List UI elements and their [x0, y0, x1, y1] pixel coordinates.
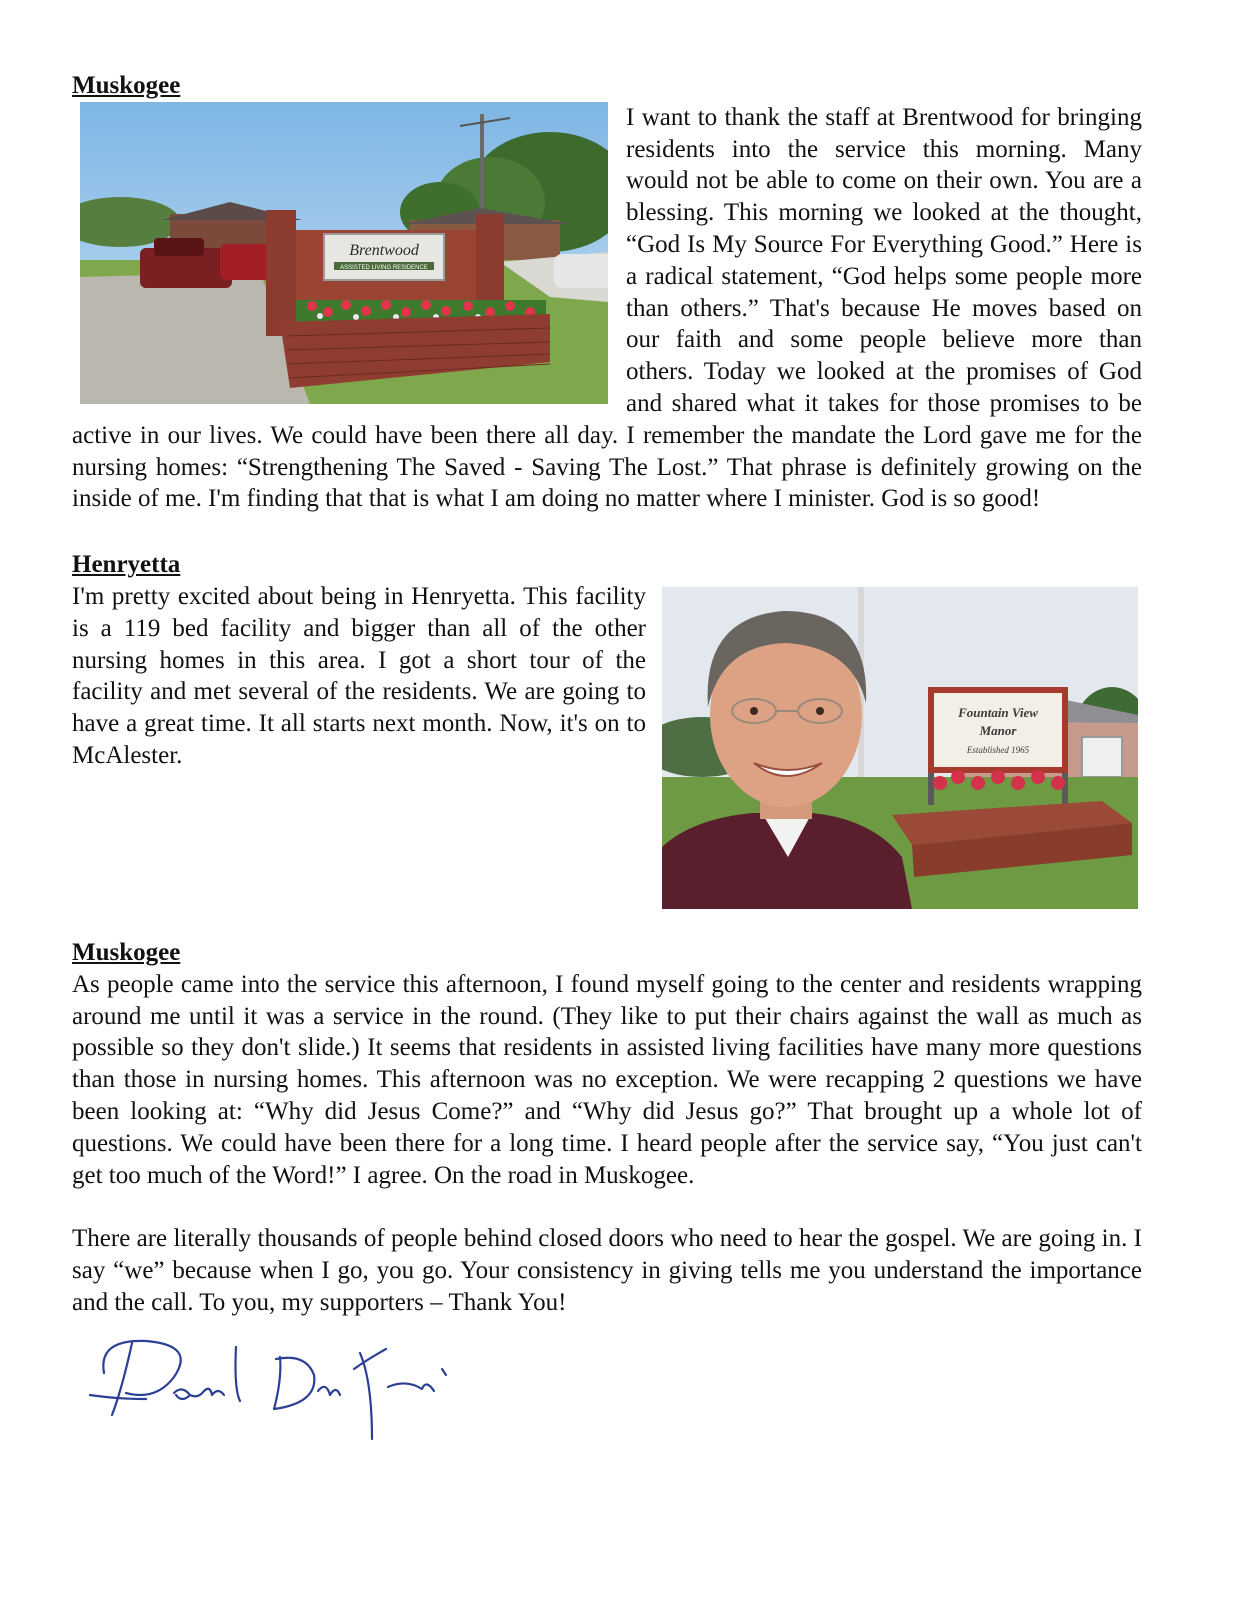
closing-paragraph: There are literally thousands of people behind closed doors who need to hear the gospel. We are going in. I say “we” because when I go, you go. Your consistency in giving tells me you understand the importance and the call. To you, my supporters – Thank You!: [72, 1225, 1142, 1316]
section-heading-muskogee: Muskogee: [72, 72, 181, 99]
section-heading-muskogee-2: Muskogee: [72, 938, 181, 966]
fountain-sign-line3: Established 1965: [966, 744, 1030, 755]
brentwood-sign-subtext: ASSISTED LIVING RESIDENCE: [340, 264, 428, 271]
section-heading-henryetta: Henryetta: [72, 551, 181, 579]
section3-paragraph: As people came into the service this afternoon, I found myself going to the center and residents wrapping around me until it was a service in the round. (They like to put their chairs against the wall as much as possible so they don't slide.) It seems that residents in assisted living facilities have many more questions than those in nursing homes. This afternoon was no exception. We were recapping 2 questions we have been looking at: “Why did Jesus Come?” and “Why did Jesus go?” That brought up a whole lot of questions. We could have been there for a long time. I heard people after the service say, “You just can't get too much of the Word!” I agree. On the road in Muskogee.: [72, 970, 1142, 1189]
signature: [86, 1329, 486, 1459]
fountain-sign-line2: Manor: [979, 722, 1017, 738]
fountain-sign-line1: Fountain View: [958, 704, 1038, 720]
section1-paragraph: I want to thank the staff at Brentwood for bringing residents into the service this morning. Many would not be able to come on their own. You are a blessing. This morning we looked at the thought, “God Is My Source For Everything Good.” Here is a radical statement, “God helps some people more than others.” That's because He moves based on our faith and some people believe more than others. Today we looked at the promises of God and shared what it takes for those promises to be active in our lives. We could have been there all day. I remember the mandate the Lord gave me for the nursing homes: “Strengthening The Saved - Saving The Lost.” That phrase is definitely growing on the inside of me. I'm finding that that is what I am doing no matter where I minister. God is so good!: [72, 103, 1142, 513]
letter-page: [72, 70, 1142, 1459]
brentwood-photo: [80, 102, 608, 404]
brentwood-sign-text: Brentwood: [349, 241, 419, 259]
section2-paragraph: I'm pretty excited about being in Henryetta. This facility is a 119 bed facility and bigger than all of the other nursing homes in this area. I got a short tour of the facility and met several of the residents. We are going to have a great time. It all starts next month. Now, it's on to McAlester.: [72, 582, 646, 769]
fountain-view-photo: [662, 587, 1138, 909]
